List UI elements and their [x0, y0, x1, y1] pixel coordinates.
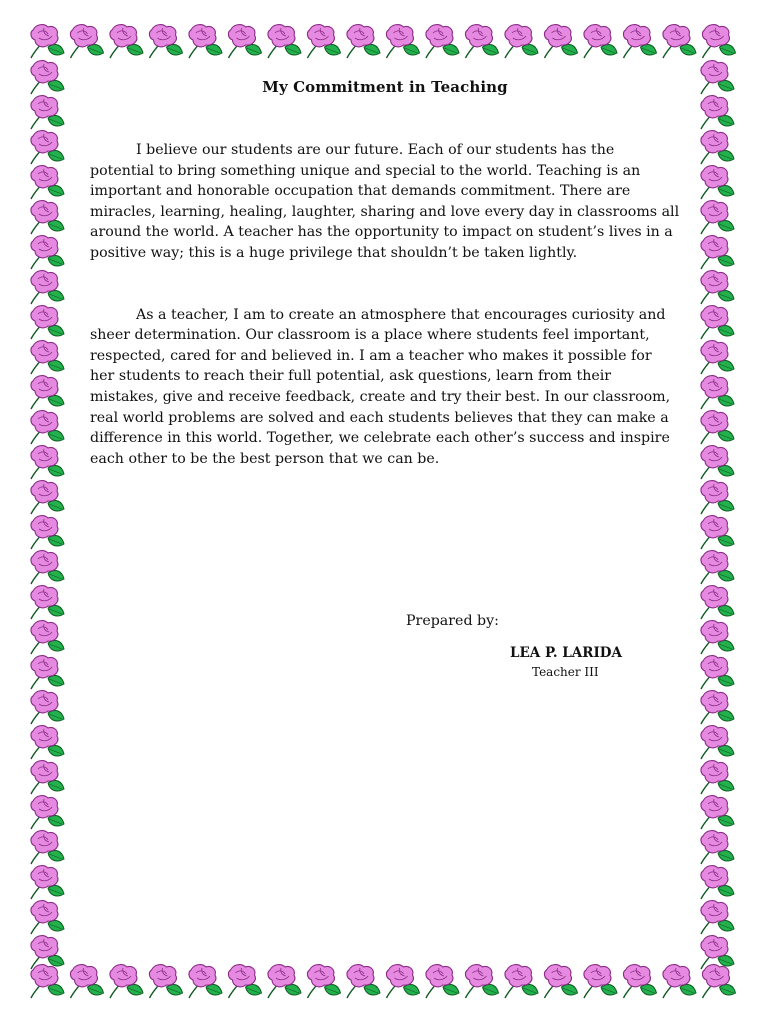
rose-icon: [701, 551, 734, 584]
prepared-by-label: Prepared by:: [406, 613, 499, 629]
rose-icon: [701, 131, 734, 164]
rose-icon: [268, 25, 301, 58]
rose-icon: [31, 866, 64, 899]
rose-icon: [31, 131, 64, 164]
rose-icon: [702, 965, 735, 998]
rose-icon: [31, 901, 64, 934]
rose-icon: [31, 411, 64, 444]
rose-icon: [544, 25, 577, 58]
rose-icon: [701, 61, 734, 94]
rose-icon: [189, 25, 222, 58]
rose-icon: [31, 481, 64, 514]
paragraph-2: As a teacher, I am to create an atmosphere that encourages curiosity and sheer determination. Our classroom is a place where students feel important, respected, cared for and believed in. I am a teacher who makes it possible for her students to reach their full potential, ask questions, learn from their mistakes, give and receive feedback, create and try their best. In our classroom, real world problems are solved and each students believes that they can make a difference in this world. Together, we celebrate each other’s success and inspire each other to be the best person that we can be.: [90, 306, 671, 467]
rose-icon: [701, 901, 734, 934]
rose-icon: [465, 965, 498, 998]
rose-icon: [31, 61, 64, 94]
rose-icon: [31, 166, 64, 199]
rose-icon: [31, 271, 64, 304]
rose-icon: [701, 96, 734, 129]
rose-icon: [465, 25, 498, 58]
rose-icon: [31, 656, 64, 689]
rose-icon: [110, 965, 143, 998]
rose-icon: [347, 965, 380, 998]
rose-icon: [189, 965, 222, 998]
rose-icon: [426, 25, 459, 58]
author-position: Teacher III: [532, 665, 599, 679]
rose-icon: [110, 25, 143, 58]
rose-icon: [701, 936, 734, 969]
rose-icon: [31, 201, 64, 234]
rose-icon: [31, 376, 64, 409]
rose-icon: [701, 866, 734, 899]
rose-icon: [31, 726, 64, 759]
rose-icon: [307, 25, 340, 58]
rose-icon: [31, 236, 64, 269]
rose-icon: [31, 341, 64, 374]
rose-icon: [701, 481, 734, 514]
rose-icon: [701, 166, 734, 199]
rose-icon: [228, 25, 261, 58]
rose-icon: [31, 551, 64, 584]
rose-icon: [386, 965, 419, 998]
rose-icon: [701, 656, 734, 689]
rose-icon: [386, 25, 419, 58]
rose-icon: [623, 25, 656, 58]
rose-icon: [701, 376, 734, 409]
rose-icon: [268, 965, 301, 998]
rose-icon: [228, 965, 261, 998]
rose-icon: [663, 965, 696, 998]
rose-icon: [544, 965, 577, 998]
rose-icon: [31, 586, 64, 619]
rose-icon: [701, 586, 734, 619]
rose-icon: [347, 25, 380, 58]
rose-icon: [701, 831, 734, 864]
rose-icon: [701, 516, 734, 549]
rose-icon: [701, 761, 734, 794]
rose-icon: [701, 691, 734, 724]
rose-icon: [31, 761, 64, 794]
rose-icon: [31, 621, 64, 654]
rose-icon: [702, 25, 735, 58]
rose-icon: [584, 965, 617, 998]
rose-icon: [701, 796, 734, 829]
rose-icon: [701, 236, 734, 269]
rose-icon: [70, 965, 103, 998]
rose-icon: [31, 96, 64, 129]
rose-icon: [70, 25, 103, 58]
rose-icon: [31, 306, 64, 339]
rose-icon: [701, 341, 734, 374]
rose-icon: [149, 965, 182, 998]
rose-icon: [31, 25, 64, 58]
rose-icon: [663, 25, 696, 58]
rose-icon: [149, 25, 182, 58]
author-name: LEA P. LARIDA: [510, 645, 622, 661]
rose-icon: [31, 691, 64, 724]
rose-icon: [31, 796, 64, 829]
rose-icon: [701, 726, 734, 759]
rose-icon: [426, 965, 459, 998]
rose-icon: [31, 446, 64, 479]
rose-icon: [701, 201, 734, 234]
rose-icon: [505, 965, 538, 998]
rose-icon: [31, 965, 64, 998]
rose-icon: [701, 411, 734, 444]
rose-icon: [701, 271, 734, 304]
rose-icon: [623, 965, 656, 998]
document-title: My Commitment in Teaching: [262, 78, 508, 96]
rose-icon: [701, 621, 734, 654]
paragraph-1: I believe our students are our future. Each of our students has the potential to bring something unique and special to the world. Teaching is an important and honorable occupation that demands commitment. There are miracles, learning, healing, laughter, sharing and love every day in classrooms all around the world. A teacher has the opportunity to impact on student’s lives in a positive way; this is a huge privilege that shouldn’t be taken lightly.: [90, 142, 680, 261]
rose-icon: [31, 936, 64, 969]
rose-icon: [31, 831, 64, 864]
rose-icon: [584, 25, 617, 58]
rose-icon: [31, 516, 64, 549]
document-body: [90, 78, 680, 469]
rose-icon: [701, 306, 734, 339]
rose-icon: [505, 25, 538, 58]
rose-icon: [307, 965, 340, 998]
rose-icon: [701, 446, 734, 479]
